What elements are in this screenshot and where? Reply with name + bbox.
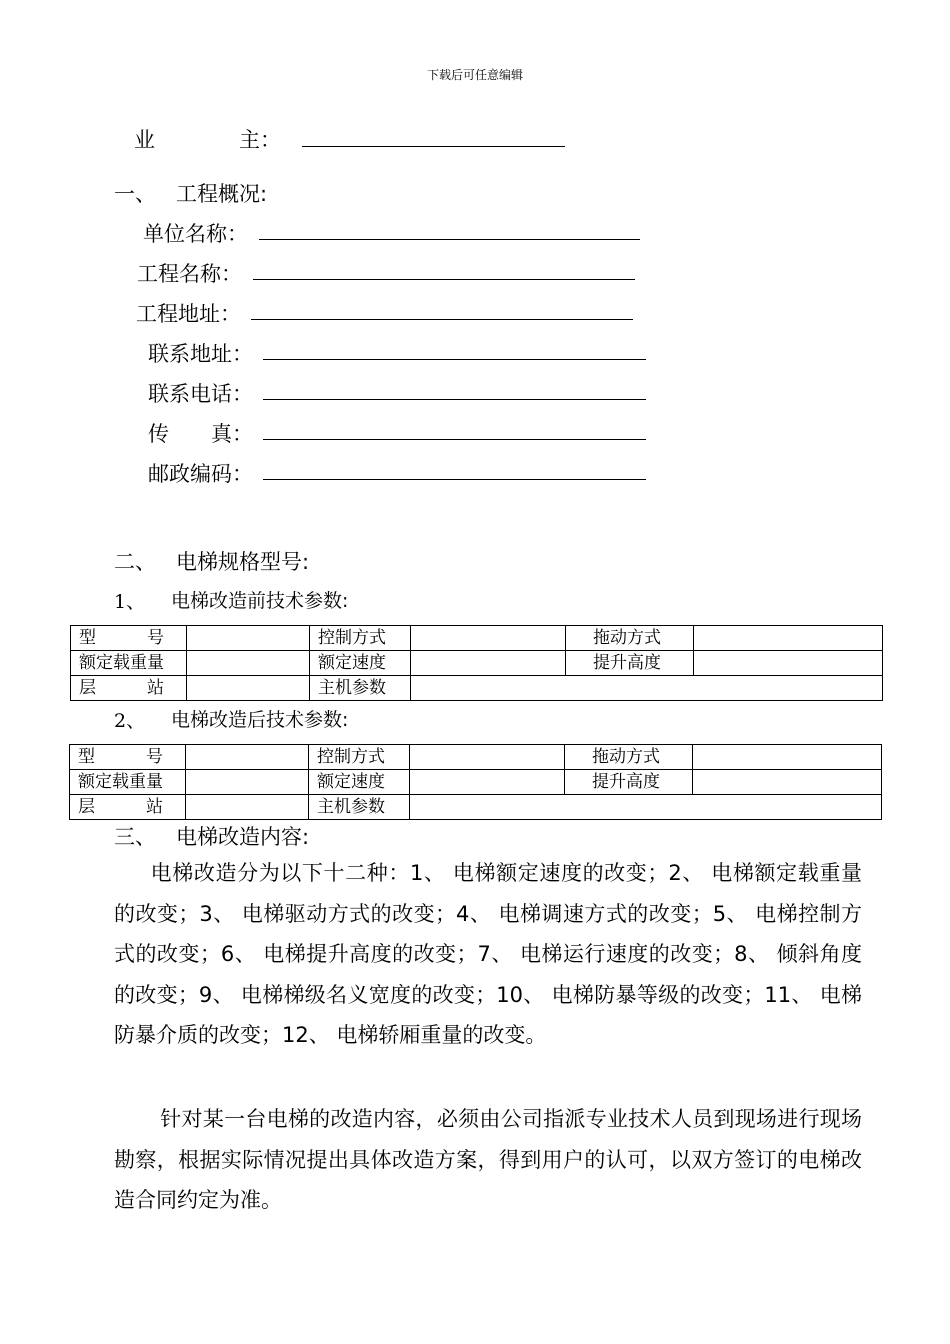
table-row xyxy=(71,626,883,651)
project-address-line[interactable] xyxy=(251,319,633,320)
section1-title: 工程概况: xyxy=(176,182,268,206)
content-paragraph-1 xyxy=(114,853,862,1056)
section3-title: 电梯改造内容: xyxy=(176,825,310,849)
owner-label: 业 主： xyxy=(134,128,281,152)
sub2-title: 电梯改造后技术参数: xyxy=(171,709,349,731)
speed-value-cell[interactable] xyxy=(411,651,566,676)
motor-value-cell[interactable] xyxy=(410,795,882,820)
motor-value-cell[interactable] xyxy=(411,676,883,701)
lift-value-cell[interactable] xyxy=(693,770,882,795)
contact-address-label: 联系地址： xyxy=(148,342,253,366)
cell-label: 控制方式 xyxy=(309,745,410,770)
owner-line[interactable] xyxy=(302,146,565,147)
table-row xyxy=(70,770,882,795)
contact-address-line[interactable] xyxy=(263,359,646,360)
contact-phone-line[interactable] xyxy=(263,399,646,400)
cell-label: 层 站 xyxy=(70,795,186,820)
floors-value-cell[interactable] xyxy=(187,676,310,701)
cell-label: 控制方式 xyxy=(310,626,411,651)
paragraph-2-text: 针对某一台电梯的改造内容，必须由公司指派专业技术人员到现场进行现场勘察，根据实际情况提出具体改造方案，得到用户的认可，以双方签订的电梯改造合同约定为准。 xyxy=(114,1107,862,1213)
header-note: 下载后可任意编辑 xyxy=(426,68,523,82)
cell-label: 拖动方式 xyxy=(565,745,693,770)
project-name-line[interactable] xyxy=(253,279,635,280)
cell-label: 提升高度 xyxy=(565,770,693,795)
unit-name-line[interactable] xyxy=(259,239,640,240)
fax-line[interactable] xyxy=(263,439,646,440)
cell-label: 额定载重量 xyxy=(70,770,186,795)
postcode-label: 邮政编码： xyxy=(148,462,253,486)
lift-value-cell[interactable] xyxy=(694,651,883,676)
postcode-line[interactable] xyxy=(263,479,646,480)
spec-table-after xyxy=(69,744,882,820)
floors-value-cell[interactable] xyxy=(186,795,309,820)
model-value-cell[interactable] xyxy=(187,626,310,651)
cell-label: 额定载重量 xyxy=(71,651,187,676)
control-value-cell[interactable] xyxy=(410,745,565,770)
fax-label: 传 真： xyxy=(148,422,253,446)
sub2-number: 2、 xyxy=(114,710,146,732)
drive-value-cell[interactable] xyxy=(693,745,882,770)
cell-label: 型 号 xyxy=(71,626,187,651)
speed-value-cell[interactable] xyxy=(410,770,565,795)
cell-label: 主机参数 xyxy=(310,676,411,701)
paragraph-1-text: 电梯改造分为以下十二种：1、 电梯额定速度的改变；2、 电梯额定载重量的改变；3、 电梯驱动方式的改变；4、 电梯调速方式的改变；5、 电梯控制方式的改变；6、 电梯提升高度的改变；7、 电梯运行速度的改变；8、 倾斜角度的改变；9、 电梯梯级名义宽度的改变；10、 电梯防暴等级的改变；11、 电梯防暴介质的改变；12、 电梯轿厢重量的改变。 xyxy=(114,861,862,1048)
model-value-cell[interactable] xyxy=(186,745,309,770)
table-row xyxy=(71,676,883,701)
cell-label: 主机参数 xyxy=(309,795,410,820)
table-row xyxy=(70,745,882,770)
section2-number: 二、 xyxy=(114,550,156,574)
sub1-title: 电梯改造前技术参数: xyxy=(171,590,349,612)
section1-number: 一、 xyxy=(114,182,156,206)
sub1-number: 1、 xyxy=(114,591,146,613)
unit-name-label: 单位名称： xyxy=(143,222,248,246)
table-row xyxy=(71,651,883,676)
content-paragraph-2 xyxy=(114,1099,862,1221)
section2-title: 电梯规格型号: xyxy=(176,550,310,574)
contact-phone-label: 联系电话： xyxy=(148,382,253,406)
cell-label: 额定速度 xyxy=(309,770,410,795)
project-name-label: 工程名称： xyxy=(137,262,242,286)
cell-label: 层 站 xyxy=(71,676,187,701)
load-value-cell[interactable] xyxy=(187,651,310,676)
cell-label: 额定速度 xyxy=(310,651,411,676)
cell-label: 型 号 xyxy=(70,745,186,770)
project-address-label: 工程地址： xyxy=(136,302,241,326)
table-row xyxy=(70,795,882,820)
control-value-cell[interactable] xyxy=(411,626,566,651)
cell-label: 提升高度 xyxy=(566,651,694,676)
load-value-cell[interactable] xyxy=(186,770,309,795)
spec-table-before xyxy=(70,625,883,701)
drive-value-cell[interactable] xyxy=(694,626,883,651)
cell-label: 拖动方式 xyxy=(566,626,694,651)
section3-number: 三、 xyxy=(114,825,156,849)
